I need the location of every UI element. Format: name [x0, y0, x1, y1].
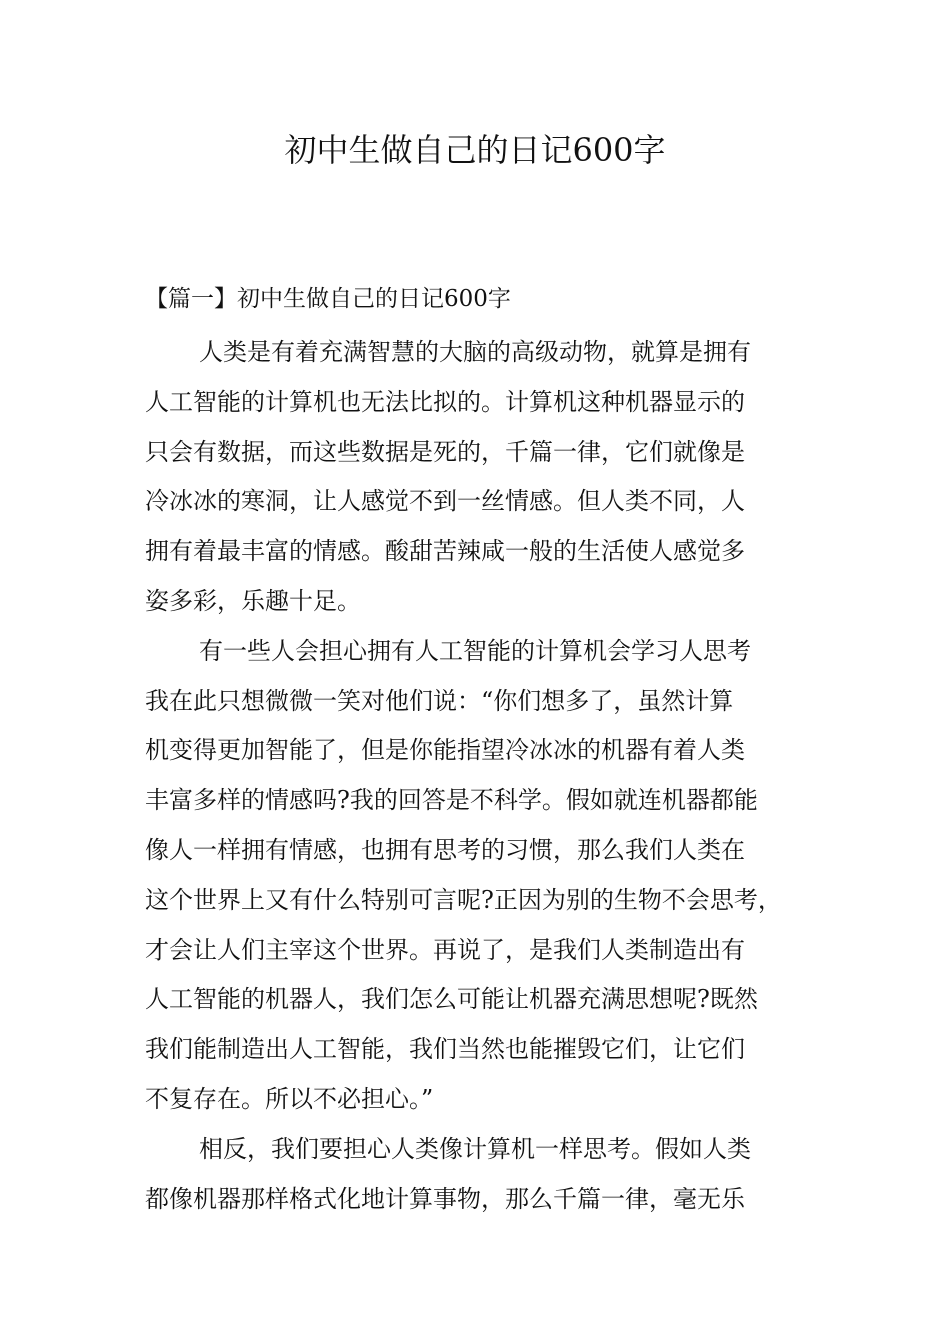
paragraph-line: 相反，我们要担心人类像计算机一样思考。假如人类 [199, 1134, 751, 1163]
paragraph-line: 我在此只想微微一笑对他们说：“你们想多了，虽然计算 [145, 686, 734, 715]
paragraph-line: 只会有数据，而这些数据是死的，千篇一律，它们就像是 [145, 437, 745, 466]
paragraph-line: 才会让人们主宰这个世界。再说了，是我们人类制造出有 [145, 935, 745, 964]
paragraph-line: 人工智能的计算机也无法比拟的。计算机这种机器显示的 [145, 387, 745, 416]
paragraph-line: 人类是有着充满智慧的大脑的高级动物，就算是拥有 [199, 338, 751, 366]
paragraph-line: 机变得更加智能了，但是你能指望冷冰冰的机器有着人类 [145, 736, 745, 765]
paragraph-line: 这个世界上又有什么特别可言呢?正因为别的生物不会思考， [145, 885, 782, 914]
paragraph-line: 冷冰冰的寒洞，让人感觉不到一丝情感。但人类不同，人 [145, 487, 745, 516]
paragraph-line: 丰富多样的情感吗?我的回答是不科学。假如就连机器都能 [145, 786, 758, 815]
paragraph-line: 像人一样拥有情感，也拥有思考的习惯，那么我们人类在 [145, 835, 745, 864]
paragraph-line: 姿多彩，乐趣十足。 [145, 586, 361, 615]
paragraph-line: 都像机器那样格式化地计算事物，那么千篇一律，毫无乐 [145, 1184, 745, 1213]
paragraph-line: 我们能制造出人工智能，我们当然也能摧毁它们，让它们 [145, 1035, 745, 1064]
document-title: 初中生做自己的日记600字 [284, 131, 666, 169]
document-body [145, 328, 825, 1224]
paragraph-line: 不复存在。所以不必担心。” [145, 1084, 434, 1113]
paragraph-line: 拥有着最丰富的情感。酸甜苦辣咸一般的生活使人感觉多 [145, 537, 745, 566]
paragraph-line: 人工智能的机器人，我们怎么可能让机器充满思想呢?既然 [145, 985, 758, 1014]
paragraph-line: 有一些人会担心拥有人工智能的计算机会学习人思考 [199, 636, 751, 665]
section-heading: 【篇一】初中生做自己的日记600字 [145, 286, 511, 312]
